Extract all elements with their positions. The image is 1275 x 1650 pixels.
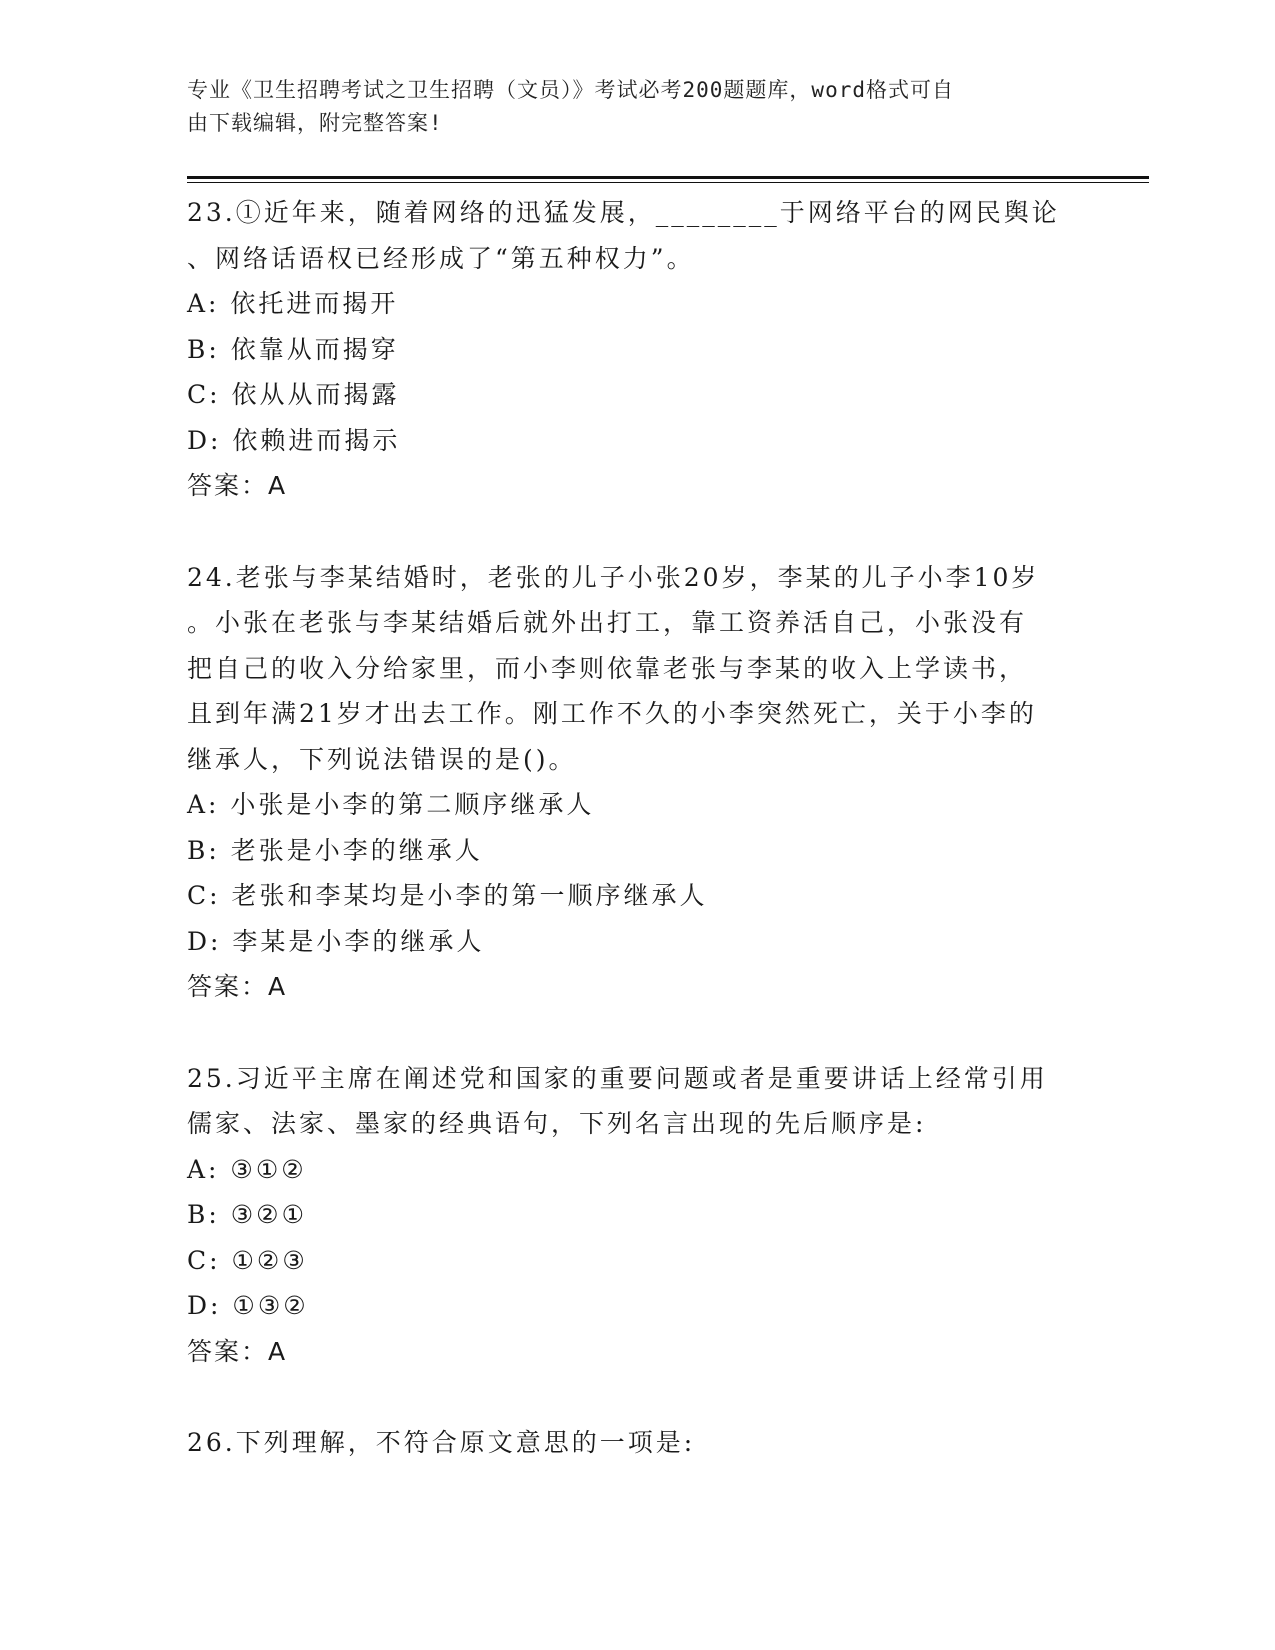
question-spacer: [187, 1010, 1087, 1056]
answer-line: 答案：A: [187, 1336, 288, 1366]
answer-line: 答案：A: [187, 471, 288, 500]
option-c: C: ①②③: [187, 1245, 308, 1275]
question-24: [187, 555, 1087, 1010]
option-a: A: 依托进而揭开: [187, 289, 399, 318]
question-23: [187, 190, 1087, 509]
header-line-2: 由下载编辑，附完整答案!: [187, 111, 443, 135]
question-stem-line: 26.下列理解，不符合原文意思的一项是:: [187, 1428, 696, 1457]
question-stem-line: 且到年满21岁才出去工作。刚工作不久的小李突然死亡，关于小李的: [187, 699, 1037, 728]
option-a: A: 小张是小李的第二顺序继承人: [187, 790, 595, 819]
question-stem-line: 继承人，下列说法错误的是()。: [187, 744, 577, 774]
question-stem-line: 24.老张与李某结婚时，老张的儿子小张20岁，李某的儿子小李10岁: [187, 562, 1040, 592]
question-25: [187, 1056, 1087, 1375]
question-stem-line: 23.①近年来，随着网络的迅猛发展，________于网络平台的网民舆论: [187, 198, 1060, 227]
question-stem-line: 。小张在老张与李某结婚后就外出打工，靠工资养活自己，小张没有: [187, 608, 1028, 637]
option-b: B: ③②①: [187, 1200, 307, 1229]
document-header: [187, 74, 1067, 140]
header-line-1: 专业《卫生招聘考试之卫生招聘（文员）》考试必考200题题库，word格式可自: [187, 78, 954, 102]
question-list: [187, 190, 1087, 1466]
question-stem-line: 、网络话语权已经形成了“第五种权力”。: [187, 243, 695, 273]
option-b: B: 老张是小李的继承人: [187, 835, 483, 865]
question-spacer: [187, 1374, 1087, 1420]
question-stem-line: 儒家、法家、墨家的经典语句，下列名言出现的先后顺序是:: [187, 1109, 927, 1138]
question-stem-line: 25.习近平主席在阐述党和国家的重要问题或者是重要讲话上经常引用: [187, 1063, 1048, 1093]
header-divider-thin: [187, 182, 1149, 183]
option-d: D: ①③②: [187, 1291, 309, 1320]
option-d: D: 依赖进而揭示: [187, 425, 401, 455]
question-spacer: [187, 509, 1087, 555]
question-stem-line: 把自己的收入分给家里，而小李则依靠老张与李某的收入上学读书，: [187, 653, 1028, 683]
question-26: [187, 1420, 1087, 1466]
answer-line: 答案：A: [187, 972, 288, 1001]
option-b: B: 依靠从而揭穿: [187, 334, 399, 364]
option-c: C: 依从从而揭露: [187, 380, 400, 409]
option-d: D: 李某是小李的继承人: [187, 926, 485, 956]
header-divider-thick: [187, 176, 1149, 179]
option-c: C: 老张和李某均是小李的第一顺序继承人: [187, 881, 708, 910]
option-a: A: ③①②: [187, 1154, 307, 1184]
